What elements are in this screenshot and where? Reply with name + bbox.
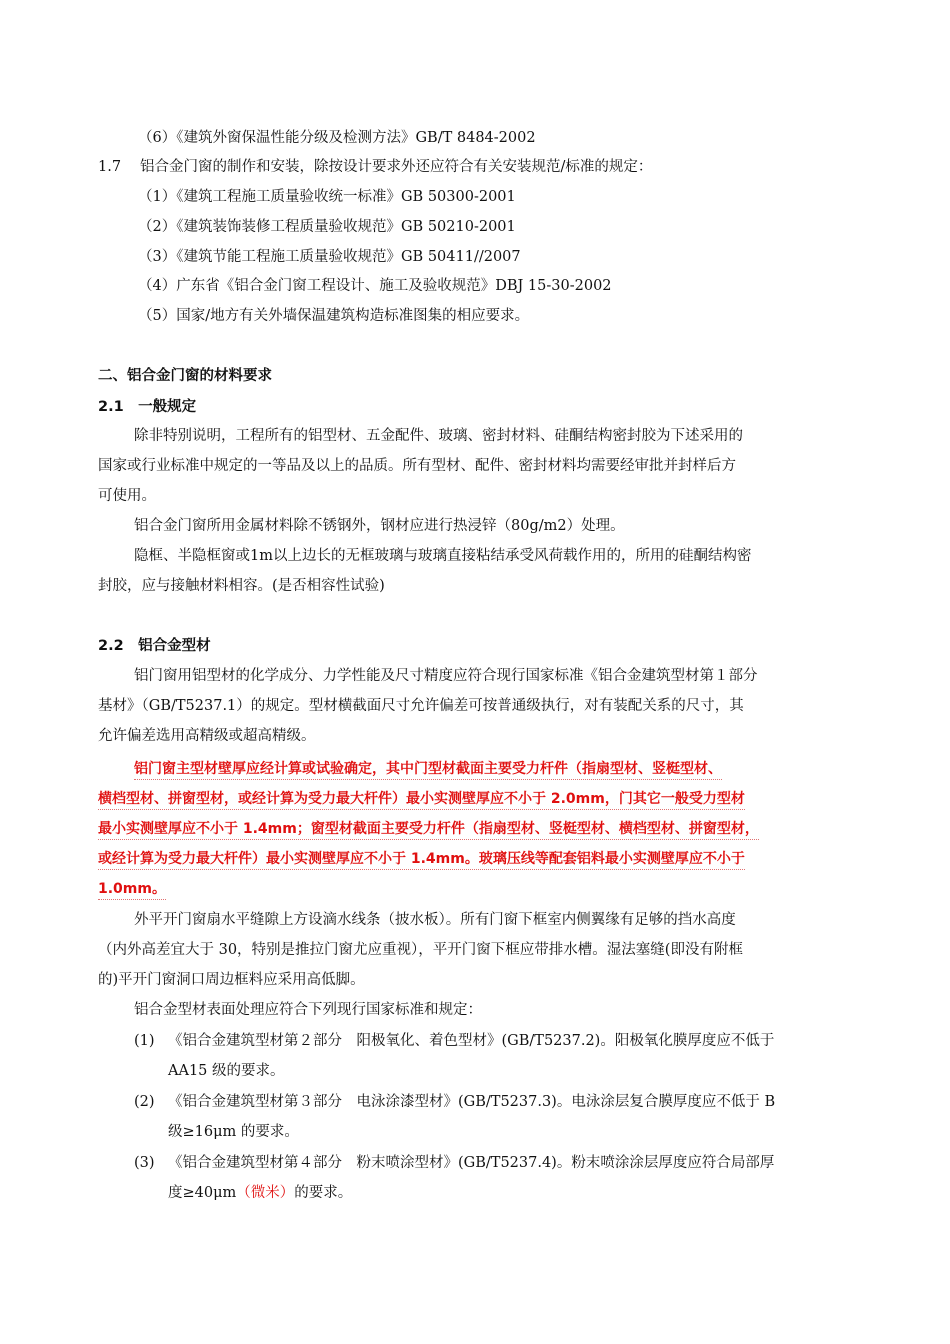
list-item: 《铝合金建筑型材第４部分 粉末喷涂型材》(GB/T5237.4)。粉末喷涂涂层厚度应符合局部厚: [168, 1155, 775, 1171]
list-item: （5）国家/地方有关外墙保温建筑构造标准图集的相应要求。: [138, 308, 530, 324]
list-item: [168, 1183, 352, 1203]
highlight-line: 或经计算为受力最大杆件）最小实测壁厚应不小于 1.4mm。玻璃压线等配套铝料最小实测壁厚应不小于: [98, 849, 745, 870]
list-item: 级≥16μm 的要求。: [168, 1124, 299, 1140]
list-item: （4）广东省《铝合金门窗工程设计、施工及验收规范》DBJ 15-30-2002: [138, 278, 612, 294]
section-heading: 2.1 一般规定: [98, 399, 197, 415]
paragraph-line: 铝合金型材表面处理应符合下列现行国家标准和规定：: [134, 1002, 482, 1018]
list-item: （2）《建筑装饰装修工程质量验收规范》GB 50210-2001: [138, 219, 516, 235]
paragraph-line: 封胶，应与接触材料相容。(是否相容性试验): [98, 578, 385, 594]
highlight-line: 横档型材、拼窗型材，或经计算为受力最大杆件）最小实测壁厚应不小于 2.0mm，门其它一般受力型材: [98, 789, 745, 810]
highlight-line: 最小实测壁厚应不小于 1.4mm；窗型材截面主要受力杆件（指扇型材、竖梃型材、横档型材、拼窗型材，: [98, 819, 759, 840]
paragraph-line: 外平开门窗扇水平缝隙上方设滴水线条（披水板）。所有门窗下框室内侧翼缘有足够的挡水高度: [134, 912, 736, 928]
list-item-text: 度≥40μm: [168, 1185, 237, 1201]
list-item: （1）《建筑工程施工质量验收统一标准》GB 50300-2001: [138, 189, 516, 205]
section-heading: 2.2 铝合金型材: [98, 638, 211, 654]
chapter-heading: 二、铝合金门窗的材料要求: [98, 368, 272, 384]
list-number: (1): [134, 1033, 155, 1049]
paragraph-line: 隐框、半隐框窗或1m以上边长的无框玻璃与玻璃直接粘结承受风荷载作用的，所用的硅酮结构密: [134, 548, 752, 564]
paragraph-line: 铝合金门窗所用金属材料除不锈钢外，钢材应进行热浸锌（80g/m2）处理。: [134, 518, 625, 534]
list-number: (3): [134, 1155, 155, 1171]
paragraph-line: 的)平开门窗洞口周边框料应采用高低脚。: [98, 972, 365, 988]
list-item: （3）《建筑节能工程施工质量验收规范》GB 50411//2007: [138, 249, 521, 265]
section-text: 铝合金门窗的制作和安装，除按设计要求外还应符合有关安装规范/标准的规定：: [140, 159, 653, 175]
list-item: 《铝合金建筑型材第２部分 阳极氧化、着色型材》(GB/T5237.2)。阳极氧化膜厚度应不低于: [168, 1033, 775, 1049]
paragraph-line: 铝门窗用铝型材的化学成分、力学性能及尺寸精度应符合现行国家标准《铝合金建筑型材第１部分: [134, 668, 758, 684]
section-number: 1.7: [98, 159, 122, 175]
paragraph-line: 基材》（GB/T5237.1）的规定。型材横截面尺寸允许偏差可按普通级执行，对有装配关系的尺寸，其: [98, 698, 744, 714]
list-item: 《铝合金建筑型材第３部分 电泳涂漆型材》(GB/T5237.3)。电泳涂层复合膜厚度应不低于 B: [168, 1094, 776, 1110]
paragraph-line: 国家或行业标准中规定的一等品及以上的品质。所有型材、配件、密封材料均需要经审批并封样后方: [98, 458, 736, 474]
list-item: AA15 级的要求。: [168, 1063, 285, 1079]
list-item: （6）《建筑外窗保温性能分级及检测方法》GB/T 8484-2002: [138, 130, 536, 146]
unit-note: （微米）: [236, 1185, 295, 1201]
paragraph-line: 允许偏差选用高精级或超高精级。: [98, 728, 316, 744]
paragraph-line: （内外高差宜大于 30，特别是推拉门窗尤应重视），平开门窗下框应带排水槽。湿法塞缝(即没有附框: [98, 942, 743, 958]
highlight-line: 铝门窗主型材壁厚应经计算或试验确定，其中门型材截面主要受力杆件（指扇型材、竖梃型材、: [134, 759, 722, 780]
list-item-text: 的要求。: [294, 1185, 353, 1201]
list-number: (2): [134, 1094, 155, 1110]
paragraph-line: 除非特别说明，工程所有的铝型材、五金配件、玻璃、密封材料、硅酮结构密封胶为下述采用的: [134, 428, 743, 444]
paragraph-line: 可使用。: [98, 488, 156, 504]
highlight-line: 1.0mm。: [98, 879, 166, 900]
